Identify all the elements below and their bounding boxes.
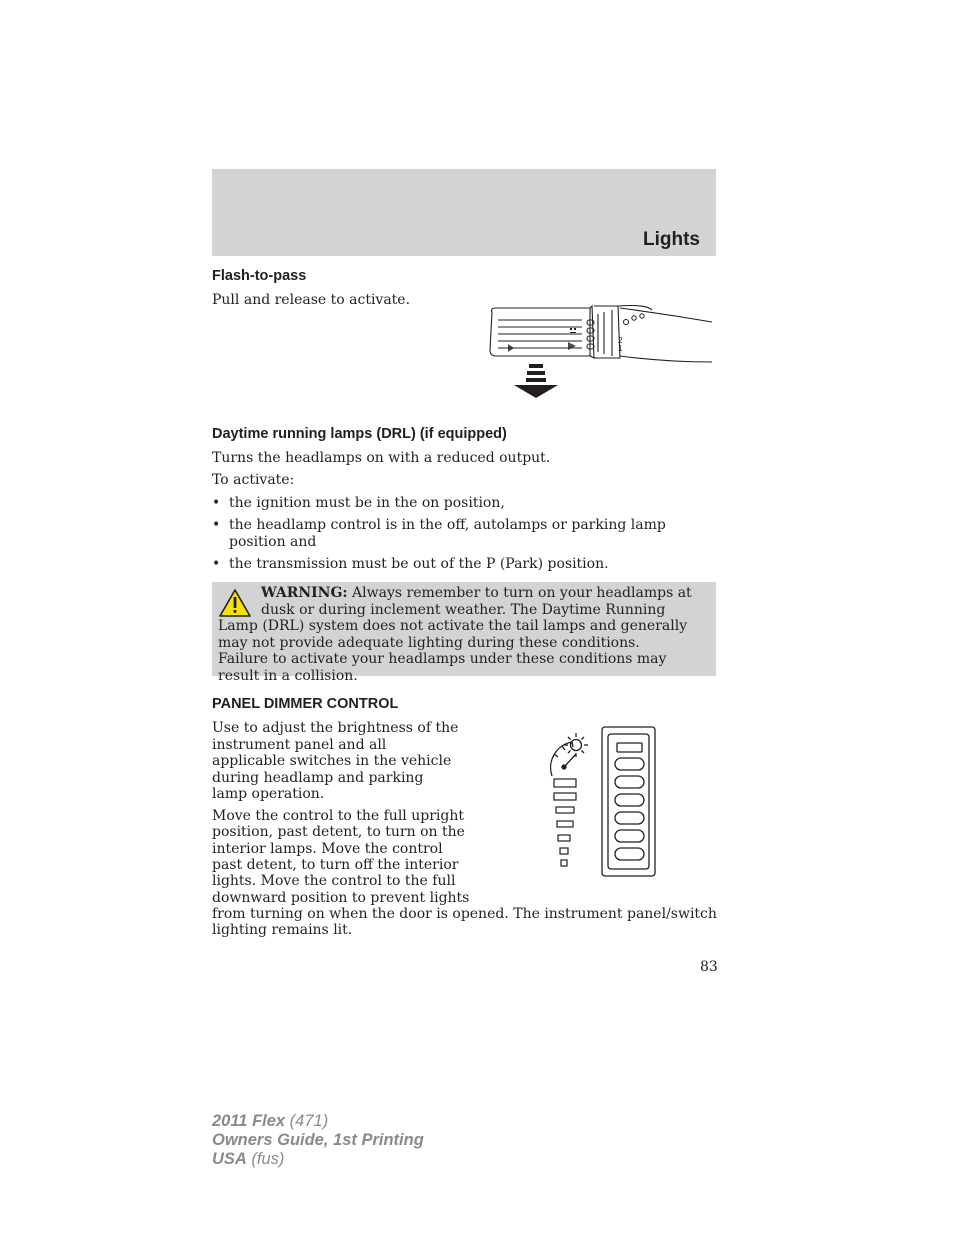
paragraph-line: lighting remains lit. — [212, 922, 353, 938]
warning-body: Always remember to turn on your headlamps at dusk or during inclement weather. The Daytime Running Lamp (DRL) system does not activate the tail lamps and generally may not provide adequate lighting during these conditions. Failure to activate your headlamps under these conditions may result in a collision. — [218, 585, 692, 684]
drl-bullet-item — [212, 556, 716, 573]
paragraph-line: Move the control to the full upright — [212, 808, 464, 824]
warning-box — [212, 582, 716, 684]
drl-bullet-text: the ignition must be in the on position, — [229, 495, 505, 511]
page-number: 83 — [700, 959, 718, 975]
footer-model: 2011 Flex — [212, 1112, 286, 1130]
footer-market-code: (fus) — [246, 1150, 285, 1168]
drl-bullet-item — [212, 517, 716, 550]
lever-marking-1: 1 — [618, 344, 623, 353]
bullet-dot: • — [212, 556, 221, 572]
lever-marking-2: 2 — [618, 336, 623, 345]
footer-code: (471) — [285, 1112, 329, 1130]
footer-line-2: Owners Guide, 1st Printing — [212, 1131, 424, 1149]
dimmer-light-icon — [564, 733, 588, 757]
brightness-level-scale — [554, 779, 576, 866]
section-header-band — [212, 169, 716, 256]
footer-line-3 — [212, 1150, 424, 1169]
panel-dimmer-paragraph-1: Use to adjust the brightness of the instrument panel and all applicable switches in the vehicle during headlamp and parking lamp operation. — [212, 720, 459, 802]
panel-dimmer-illustration — [544, 724, 660, 880]
paragraph-line: lights. Move the control to the full — [212, 873, 456, 889]
drl-to-activate: To activate: — [212, 472, 295, 488]
multifunction-lever-illustration — [486, 300, 716, 402]
bullet-dot: • — [212, 495, 221, 511]
drl-heading: Daytime running lamps (DRL) (if equipped) — [212, 426, 507, 442]
paragraph-line: interior lamps. Move the control — [212, 841, 443, 857]
drl-bullet-text: the transmission must be out of the P (Park) position. — [229, 556, 609, 572]
paragraph-line: position, past detent, to turn on the — [212, 824, 465, 840]
document-footer — [212, 1112, 424, 1169]
drl-intro: Turns the headlamps on with a reduced output. — [212, 450, 551, 466]
paragraph-line: past detent, to turn off the interior — [212, 857, 459, 873]
section-title: Lights — [643, 229, 700, 250]
pull-arrow-icon — [514, 364, 558, 398]
dimmer-thumbwheel — [602, 727, 655, 876]
drl-bullet-text: the headlamp control is in the off, autolamps or parking lamp position and — [229, 517, 666, 550]
paragraph-line: from turning on when the door is opened. The instrument panel/switch — [212, 906, 717, 922]
bullet-dot: • — [212, 517, 221, 533]
warning-text — [218, 585, 694, 684]
flash-to-pass-heading: Flash-to-pass — [212, 268, 307, 284]
panel-dimmer-heading: PANEL DIMMER CONTROL — [212, 696, 399, 712]
dimmer-gauge-icon — [551, 742, 576, 776]
footer-market: USA — [212, 1150, 247, 1168]
flash-to-pass-text: Pull and release to activate. — [212, 292, 411, 308]
warning-label: WARNING: — [261, 585, 348, 601]
footer-line-1 — [212, 1112, 424, 1131]
drl-bullet-item — [212, 495, 716, 512]
paragraph-line: downward position to prevent lights — [212, 890, 470, 906]
